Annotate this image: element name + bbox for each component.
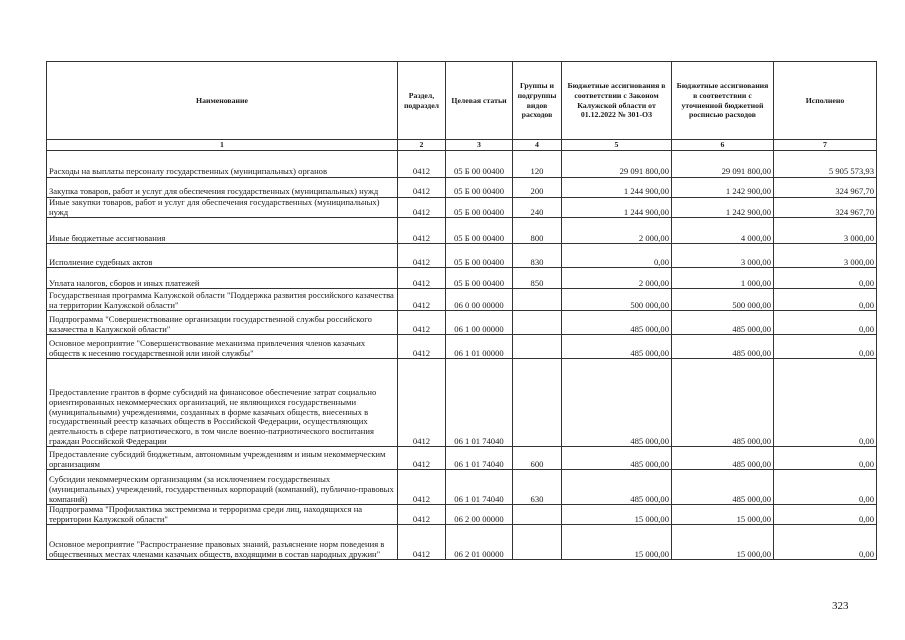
row-section: 0412 [398, 150, 446, 177]
row-list-amount: 485 000,00 [672, 335, 774, 359]
col-number: 3 [446, 140, 513, 151]
row-executed-amount: 0,00 [774, 505, 877, 525]
row-name: Государственная программа Калужской области "Поддержка развития российского казачества на территории Калужской области" [47, 289, 398, 311]
row-list-amount: 1 242 900,00 [672, 177, 774, 197]
table-row [47, 335, 877, 359]
row-list-amount: 3 000,00 [672, 244, 774, 268]
table-row [47, 447, 877, 470]
row-group: 240 [513, 197, 562, 217]
row-target: 05 Б 00 00400 [446, 150, 513, 177]
budget-sheet [46, 61, 876, 560]
row-executed-amount: 324 967,70 [774, 197, 877, 217]
row-section: 0412 [398, 470, 446, 505]
row-target: 06 1 01 00000 [446, 335, 513, 359]
row-list-amount: 485 000,00 [672, 311, 774, 335]
table-row [47, 359, 877, 447]
table-row [47, 470, 877, 505]
col-number: 2 [398, 140, 446, 151]
row-name: Уплата налогов, сборов и иных платежей [47, 268, 398, 289]
row-list-amount: 15 000,00 [672, 525, 774, 560]
table-body [47, 150, 877, 560]
col-number: 4 [513, 140, 562, 151]
col-number: 5 [562, 140, 672, 151]
row-law-amount: 485 000,00 [562, 335, 672, 359]
row-section: 0412 [398, 244, 446, 268]
row-target: 05 Б 00 00400 [446, 177, 513, 197]
row-group [513, 289, 562, 311]
row-group: 850 [513, 268, 562, 289]
header-target: Целевая статьи [446, 62, 513, 140]
row-target: 06 0 00 00000 [446, 289, 513, 311]
row-group [513, 359, 562, 447]
row-name: Основное мероприятие "Совершенствование механизма привлечения членов казачьих обществ к несению государственной или иной службы" [47, 335, 398, 359]
col-number: 6 [672, 140, 774, 151]
row-name: Подпрограмма "Профилактика экстремизма и терроризма среди лиц, находящихся на территории Калужской области" [47, 505, 398, 525]
row-section: 0412 [398, 177, 446, 197]
row-group [513, 505, 562, 525]
row-target: 06 1 00 00000 [446, 311, 513, 335]
header-law: Бюджетные ассигнования в соответствии с Законом Калужской области от 01.12.2022 № 301-ОЗ [562, 62, 672, 140]
row-executed-amount: 0,00 [774, 335, 877, 359]
row-group: 600 [513, 447, 562, 470]
row-target: 06 2 00 00000 [446, 505, 513, 525]
row-target: 05 Б 00 00400 [446, 244, 513, 268]
row-executed-amount: 0,00 [774, 525, 877, 560]
table-row [47, 218, 877, 244]
row-group [513, 525, 562, 560]
table-row [47, 177, 877, 197]
row-section: 0412 [398, 218, 446, 244]
row-law-amount: 485 000,00 [562, 447, 672, 470]
row-executed-amount: 0,00 [774, 289, 877, 311]
row-law-amount: 15 000,00 [562, 525, 672, 560]
row-law-amount: 1 244 900,00 [562, 177, 672, 197]
row-law-amount: 1 244 900,00 [562, 197, 672, 217]
table-row [47, 289, 877, 311]
row-law-amount: 485 000,00 [562, 359, 672, 447]
col-number: 1 [47, 140, 398, 151]
row-target: 05 Б 00 00400 [446, 197, 513, 217]
row-group: 120 [513, 150, 562, 177]
row-list-amount: 485 000,00 [672, 359, 774, 447]
row-section: 0412 [398, 525, 446, 560]
row-list-amount: 485 000,00 [672, 470, 774, 505]
table-row [47, 197, 877, 217]
row-name: Расходы на выплаты персоналу государственных (муниципальных) органов [47, 150, 398, 177]
table-row [47, 505, 877, 525]
row-name: Закупка товаров, работ и услуг для обеспечения государственных (муниципальных) нужд [47, 177, 398, 197]
row-law-amount: 485 000,00 [562, 470, 672, 505]
row-executed-amount: 0,00 [774, 311, 877, 335]
row-target: 05 Б 00 00400 [446, 268, 513, 289]
row-target: 06 1 01 74040 [446, 359, 513, 447]
header-row [47, 62, 877, 140]
page-number: 323 [832, 600, 849, 612]
row-law-amount: 2 000,00 [562, 268, 672, 289]
row-executed-amount: 324 967,70 [774, 177, 877, 197]
header-section: Раздел, подраздел [398, 62, 446, 140]
row-name: Иные бюджетные ассигнования [47, 218, 398, 244]
row-executed-amount: 0,00 [774, 359, 877, 447]
row-section: 0412 [398, 335, 446, 359]
row-group: 830 [513, 244, 562, 268]
row-target: 06 2 01 00000 [446, 525, 513, 560]
row-law-amount: 15 000,00 [562, 505, 672, 525]
table-row [47, 525, 877, 560]
row-list-amount: 1 242 900,00 [672, 197, 774, 217]
col-number: 7 [774, 140, 877, 151]
row-target: 05 Б 00 00400 [446, 218, 513, 244]
row-group [513, 335, 562, 359]
row-name: Предоставление субсидий бюджетным, автономным учреждениям и иным некоммерческим организациям [47, 447, 398, 470]
row-name: Иные закупки товаров, работ и услуг для обеспечения государственных (муниципальных) нужд [47, 197, 398, 217]
row-section: 0412 [398, 289, 446, 311]
table-row [47, 268, 877, 289]
row-section: 0412 [398, 505, 446, 525]
budget-table [46, 61, 877, 560]
table-row [47, 150, 877, 177]
row-section: 0412 [398, 268, 446, 289]
header-name: Наименование [47, 62, 398, 140]
row-group: 800 [513, 218, 562, 244]
column-number-row [47, 140, 877, 151]
row-law-amount: 485 000,00 [562, 311, 672, 335]
table-row [47, 244, 877, 268]
row-executed-amount: 0,00 [774, 470, 877, 505]
row-executed-amount: 5 905 573,93 [774, 150, 877, 177]
table-row [47, 311, 877, 335]
row-executed-amount: 0,00 [774, 268, 877, 289]
row-law-amount: 29 091 800,00 [562, 150, 672, 177]
row-name: Предоставление грантов в форме субсидий на финансовое обеспечение затрат социально ориентированных некоммерческих организаций, не являющихся государственными (муниципальными) учреждениями, созданных в форме казачьих обществ, внесенных в государственный реестр казачьих обществ в Российской Федерации, осуществляющих деятельность в сфере патриотического, в том числе военно-патриотического воспитания граждан Российской Федерации [47, 359, 398, 447]
row-name: Основное мероприятие "Распространение правовых знаний, разъяснение норм поведения в общественных местах членами казачьих обществ, входящими в состав народных дружин" [47, 525, 398, 560]
row-list-amount: 500 000,00 [672, 289, 774, 311]
row-law-amount: 2 000,00 [562, 218, 672, 244]
row-group: 200 [513, 177, 562, 197]
row-name: Подпрограмма "Совершенствование организации государственной службы российского казачества в Калужской области" [47, 311, 398, 335]
header-list: Бюджетные ассигнования в соответствии с уточненной бюджетной росписью расходов [672, 62, 774, 140]
row-section: 0412 [398, 311, 446, 335]
row-target: 06 1 01 74040 [446, 447, 513, 470]
row-group [513, 311, 562, 335]
row-section: 0412 [398, 197, 446, 217]
row-executed-amount: 3 000,00 [774, 244, 877, 268]
row-list-amount: 485 000,00 [672, 447, 774, 470]
row-list-amount: 29 091 800,00 [672, 150, 774, 177]
row-section: 0412 [398, 447, 446, 470]
row-name: Исполнение судебных актов [47, 244, 398, 268]
row-executed-amount: 3 000,00 [774, 218, 877, 244]
row-name: Субсидии некоммерческим организациям (за исключением государственных (муниципальных) учреждений, государственных корпораций (компаний), публично-правовых компаний) [47, 470, 398, 505]
row-list-amount: 15 000,00 [672, 505, 774, 525]
row-executed-amount: 0,00 [774, 447, 877, 470]
row-list-amount: 1 000,00 [672, 268, 774, 289]
header-executed: Исполнено [774, 62, 877, 140]
row-target: 06 1 01 74040 [446, 470, 513, 505]
row-law-amount: 0,00 [562, 244, 672, 268]
row-list-amount: 4 000,00 [672, 218, 774, 244]
row-section: 0412 [398, 359, 446, 447]
row-law-amount: 500 000,00 [562, 289, 672, 311]
header-groups: Группы и подгруппы видов расходов [513, 62, 562, 140]
row-group: 630 [513, 470, 562, 505]
